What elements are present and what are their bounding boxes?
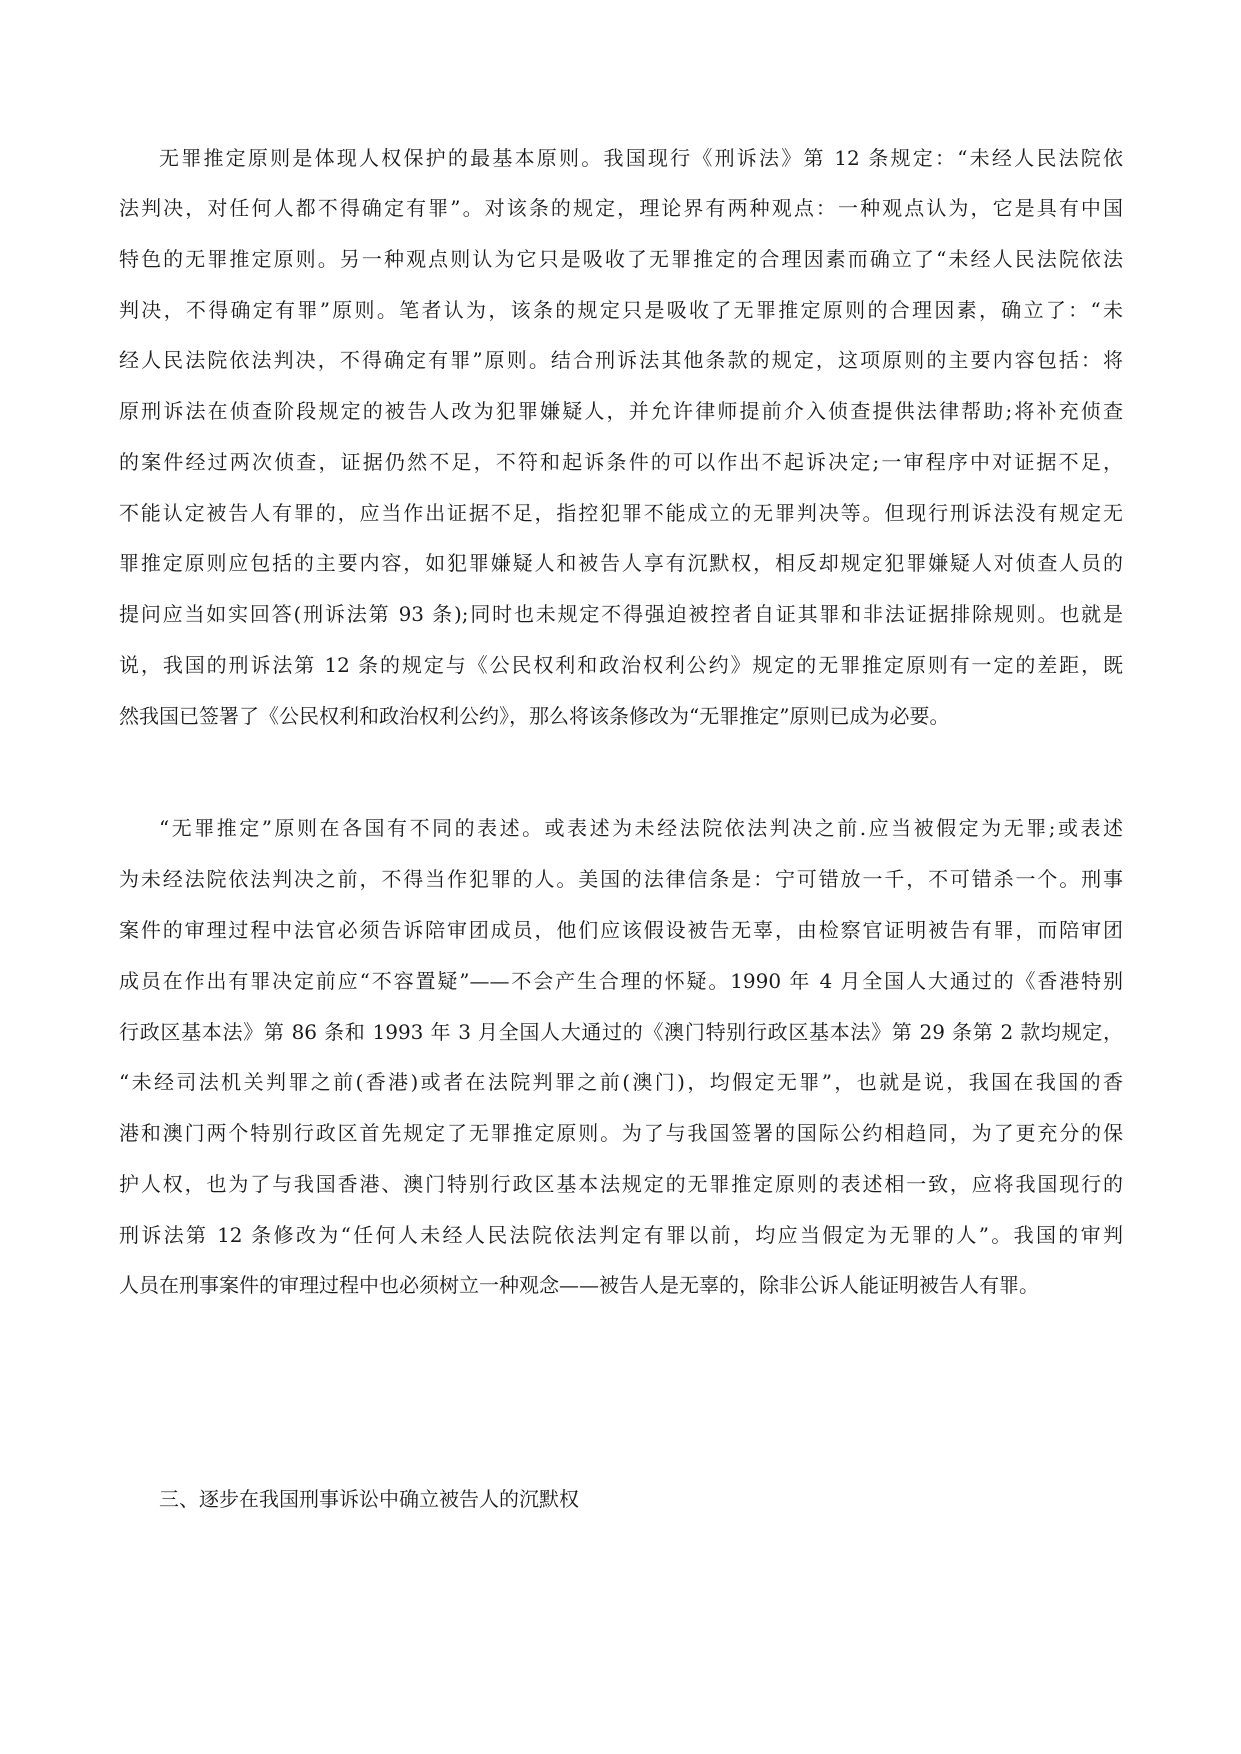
paragraph-line: 刑诉法第 12 条修改为“任何人未经人民法院依法判定有罪以前，均应当假定为无罪的人”。我国的审判 [119,1223,1123,1247]
paragraph-line: 人员在刑事案件的审理过程中也必须树立一种观念——被告人是无辜的，除非公诉人能证明被告人有罪。 [119,1273,1039,1297]
paragraph-line: “无罪推定”原则在各国有不同的表述。或表述为未经法院依法判决之前.应当被假定为无罪;或表述 [159,816,1123,840]
paragraph-line: 行政区基本法》第 86 条和 1993 年 3 月全国人大通过的《澳门特别行政区基本法》第 29 条第 2 款均规定， [119,1020,1123,1044]
paragraph-line: 说，我国的刑诉法第 12 条的规定与《公民权利和政治权利公约》规定的无罪推定原则有一定的差距，既 [119,653,1123,677]
paragraph-line: 经人民法院依法判决，不得确定有罪”原则。结合刑诉法其他条款的规定，这项原则的主要内容包括：将 [119,348,1123,372]
paragraph-line: “未经司法机关判罪之前(香港)或者在法院判罪之前(澳门)，均假定无罪”，也就是说，我国在我国的香 [119,1070,1123,1094]
paragraph-line: 无罪推定原则是体现人权保护的最基本原则。我国现行《刑诉法》第 12 条规定：“未经人民法院依 [159,146,1123,170]
paragraph-line: 法判决，对任何人都不得确定有罪”。对该条的规定，理论界有两种观点：一种观点认为，它是具有中国 [119,196,1123,220]
paragraph-line: 判决，不得确定有罪”原则。笔者认为，该条的规定只是吸收了无罪推定原则的合理因素，确立了：“未 [119,298,1123,322]
paragraph-line: 罪推定原则应包括的主要内容，如犯罪嫌疑人和被告人享有沉默权，相反却规定犯罪嫌疑人对侦查人员的 [119,551,1123,575]
paragraph-line: 港和澳门两个特别行政区首先规定了无罪推定原则。为了与我国签署的国际公约相趋同，为了更充分的保 [119,1121,1123,1145]
paragraph-line: 不能认定被告人有罪的，应当作出证据不足，指控犯罪不能成立的无罪判决等。但现行刑诉法没有规定无 [119,501,1123,525]
paragraph-line: 成员在作出有罪决定前应“不容置疑”——不会产生合理的怀疑。1990 年 4 月全国人大通过的《香港特别 [119,969,1123,993]
paragraph-line: 护人权，也为了与我国香港、澳门特别行政区基本法规定的无罪推定原则的表述相一致，应将我国现行的 [119,1172,1123,1196]
paragraph-line: 案件的审理过程中法官必须告诉陪审团成员，他们应该假设被告无辜，由检察官证明被告有罪，而陪审团 [119,918,1123,942]
paragraph-line: 的案件经过两次侦查，证据仍然不足，不符和起诉条件的可以作出不起诉决定;一审程序中对证据不足， [119,450,1123,474]
paragraph-line: 特色的无罪推定原则。另一种观点则认为它只是吸收了无罪推定的合理因素而确立了“未经人民法院依法 [119,247,1123,271]
section-heading: 三、逐步在我国刑事诉讼中确立被告人的沉默权 [159,1487,579,1511]
paragraph-line: 然我国已签署了《公民权利和政治权利公约》，那么将该条修改为“无罪推定”原则已成为必要。 [119,704,950,728]
paragraph-line: 为未经法院依法判决之前，不得当作犯罪的人。美国的法律信条是：宁可错放一千，不可错杀一个。刑事 [119,867,1123,891]
paragraph-line: 原刑诉法在侦查阶段规定的被告人改为犯罪嫌疑人，并允许律师提前介入侦查提供法律帮助;将补充侦查 [119,399,1123,423]
paragraph-line: 提问应当如实回答(刑诉法第 93 条);同时也未规定不得强迫被控者自证其罪和非法证据排除规则。也就是 [119,602,1123,626]
